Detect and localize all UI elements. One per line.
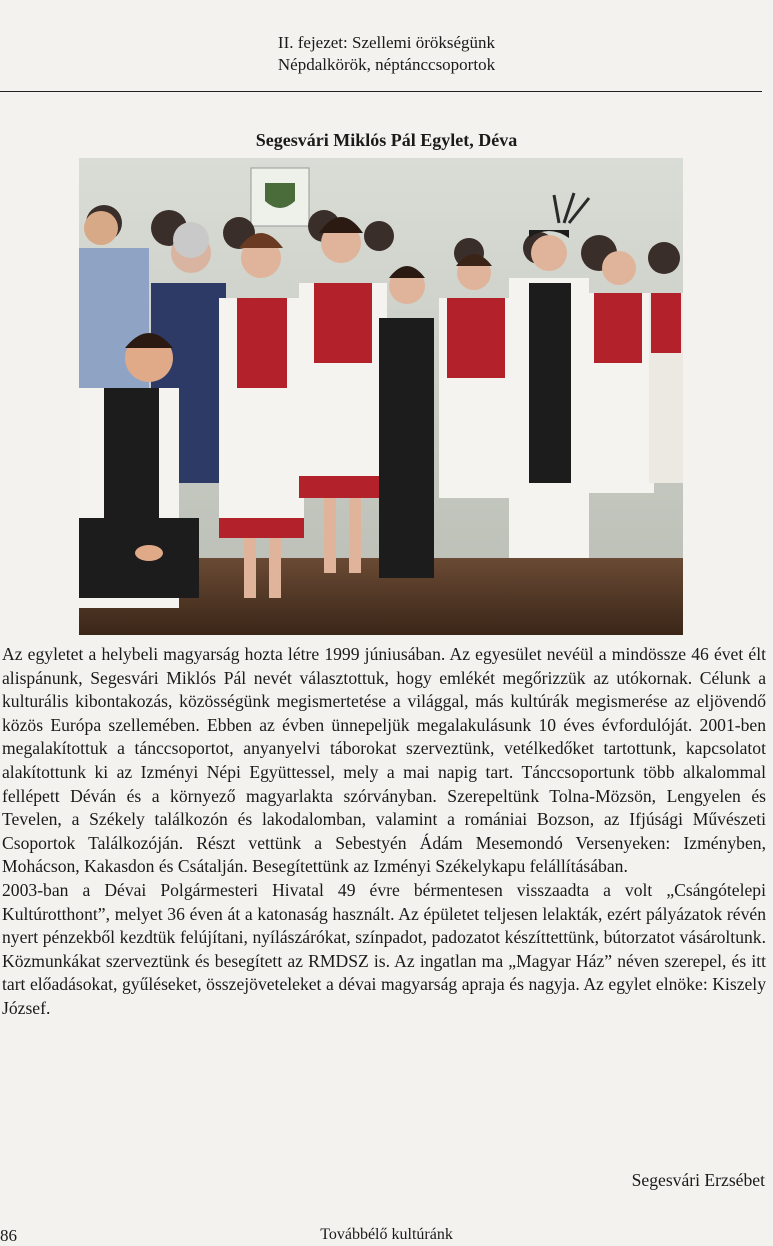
running-header [0,32,773,76]
header-rule [0,91,762,92]
author-signature: Segesvári Erzsébet [631,1170,765,1190]
group-photo [79,158,683,635]
section-subtitle: Népdalkörök, néptánccsoportok [277,55,496,74]
page-number: 86 [0,1226,17,1245]
article-body [2,643,766,1021]
chapter-title: II. fejezet: Szellemi örökségünk [277,33,496,52]
footer-book-title: Továbbélő kultúránk [320,1226,453,1243]
photo-caption-title: Segesvári Miklós Pál Egylet, Déva [255,130,518,150]
paragraph-2: 2003-ban a Dévai Polgármesteri Hivatal 49 évre bérmentesen visszaadta a volt „Csángótelepi Kultúrotthont”, melyet 36 éven át a katonaság használt. Az épületet teljesen lelakták, ezért pályázatok révén nyert pénzekből kezdtük felújítani, nyílászárókat, színpadot, padozatot készíttettünk, bútorzatot vásároltunk. Közmunkákat szerveztünk és besegített az RMDSZ is. Az ingatlan ma „Magyar Ház” néven szerepel, és itt tart előadásokat, gyűléseket, összejöveteleket a dévai magyarság apraja és nagyja. Az egylet elnöke: Kiszely József. [2,879,766,1018]
paragraph-1: Az egyletet a helybeli magyarság hozta létre 1999 júniusában. Az egyesület nevéül a mindössze 46 évet élt alispánunk, Segesvári Miklós Pál nevét választottuk, hogy emlékét megőrizzük az utókornak. Célunk a kulturális kibontakozás, közösségünk megismertetése a világgal, más kultúrák megismerése az eljövendő közös Európa szellemében. Ebben az évben ünnepeljük megalakulásunk 10 éves évfordulóját. 2001-ben megalakítottuk a tánccsoportot, anyanyelvi táborokat szerveztünk, vetélkedőket tartottunk, kapcsolatot alakítottunk ki az Izményi Népi Együttessel, mely a mai napig tart. Tánccsoportunk több alkalommal fellépett Déván és a környező magyarlakta szórványban. Szerepeltünk Tolna-Mözsön, Lengyelen és Tevelen, a Székely találkozón és lakodalomban, valamint a romániai Bozson, az Ifjúsági Művészeti Csoportok Találkozóján. Részt vettünk a Sebestyén Ádám Mesemondó Versenyeken: Izményben, Mohácson, Kakasdon és Csátalján. Besegítettünk az Izményi Székelykapu felállításában. [2,644,766,877]
